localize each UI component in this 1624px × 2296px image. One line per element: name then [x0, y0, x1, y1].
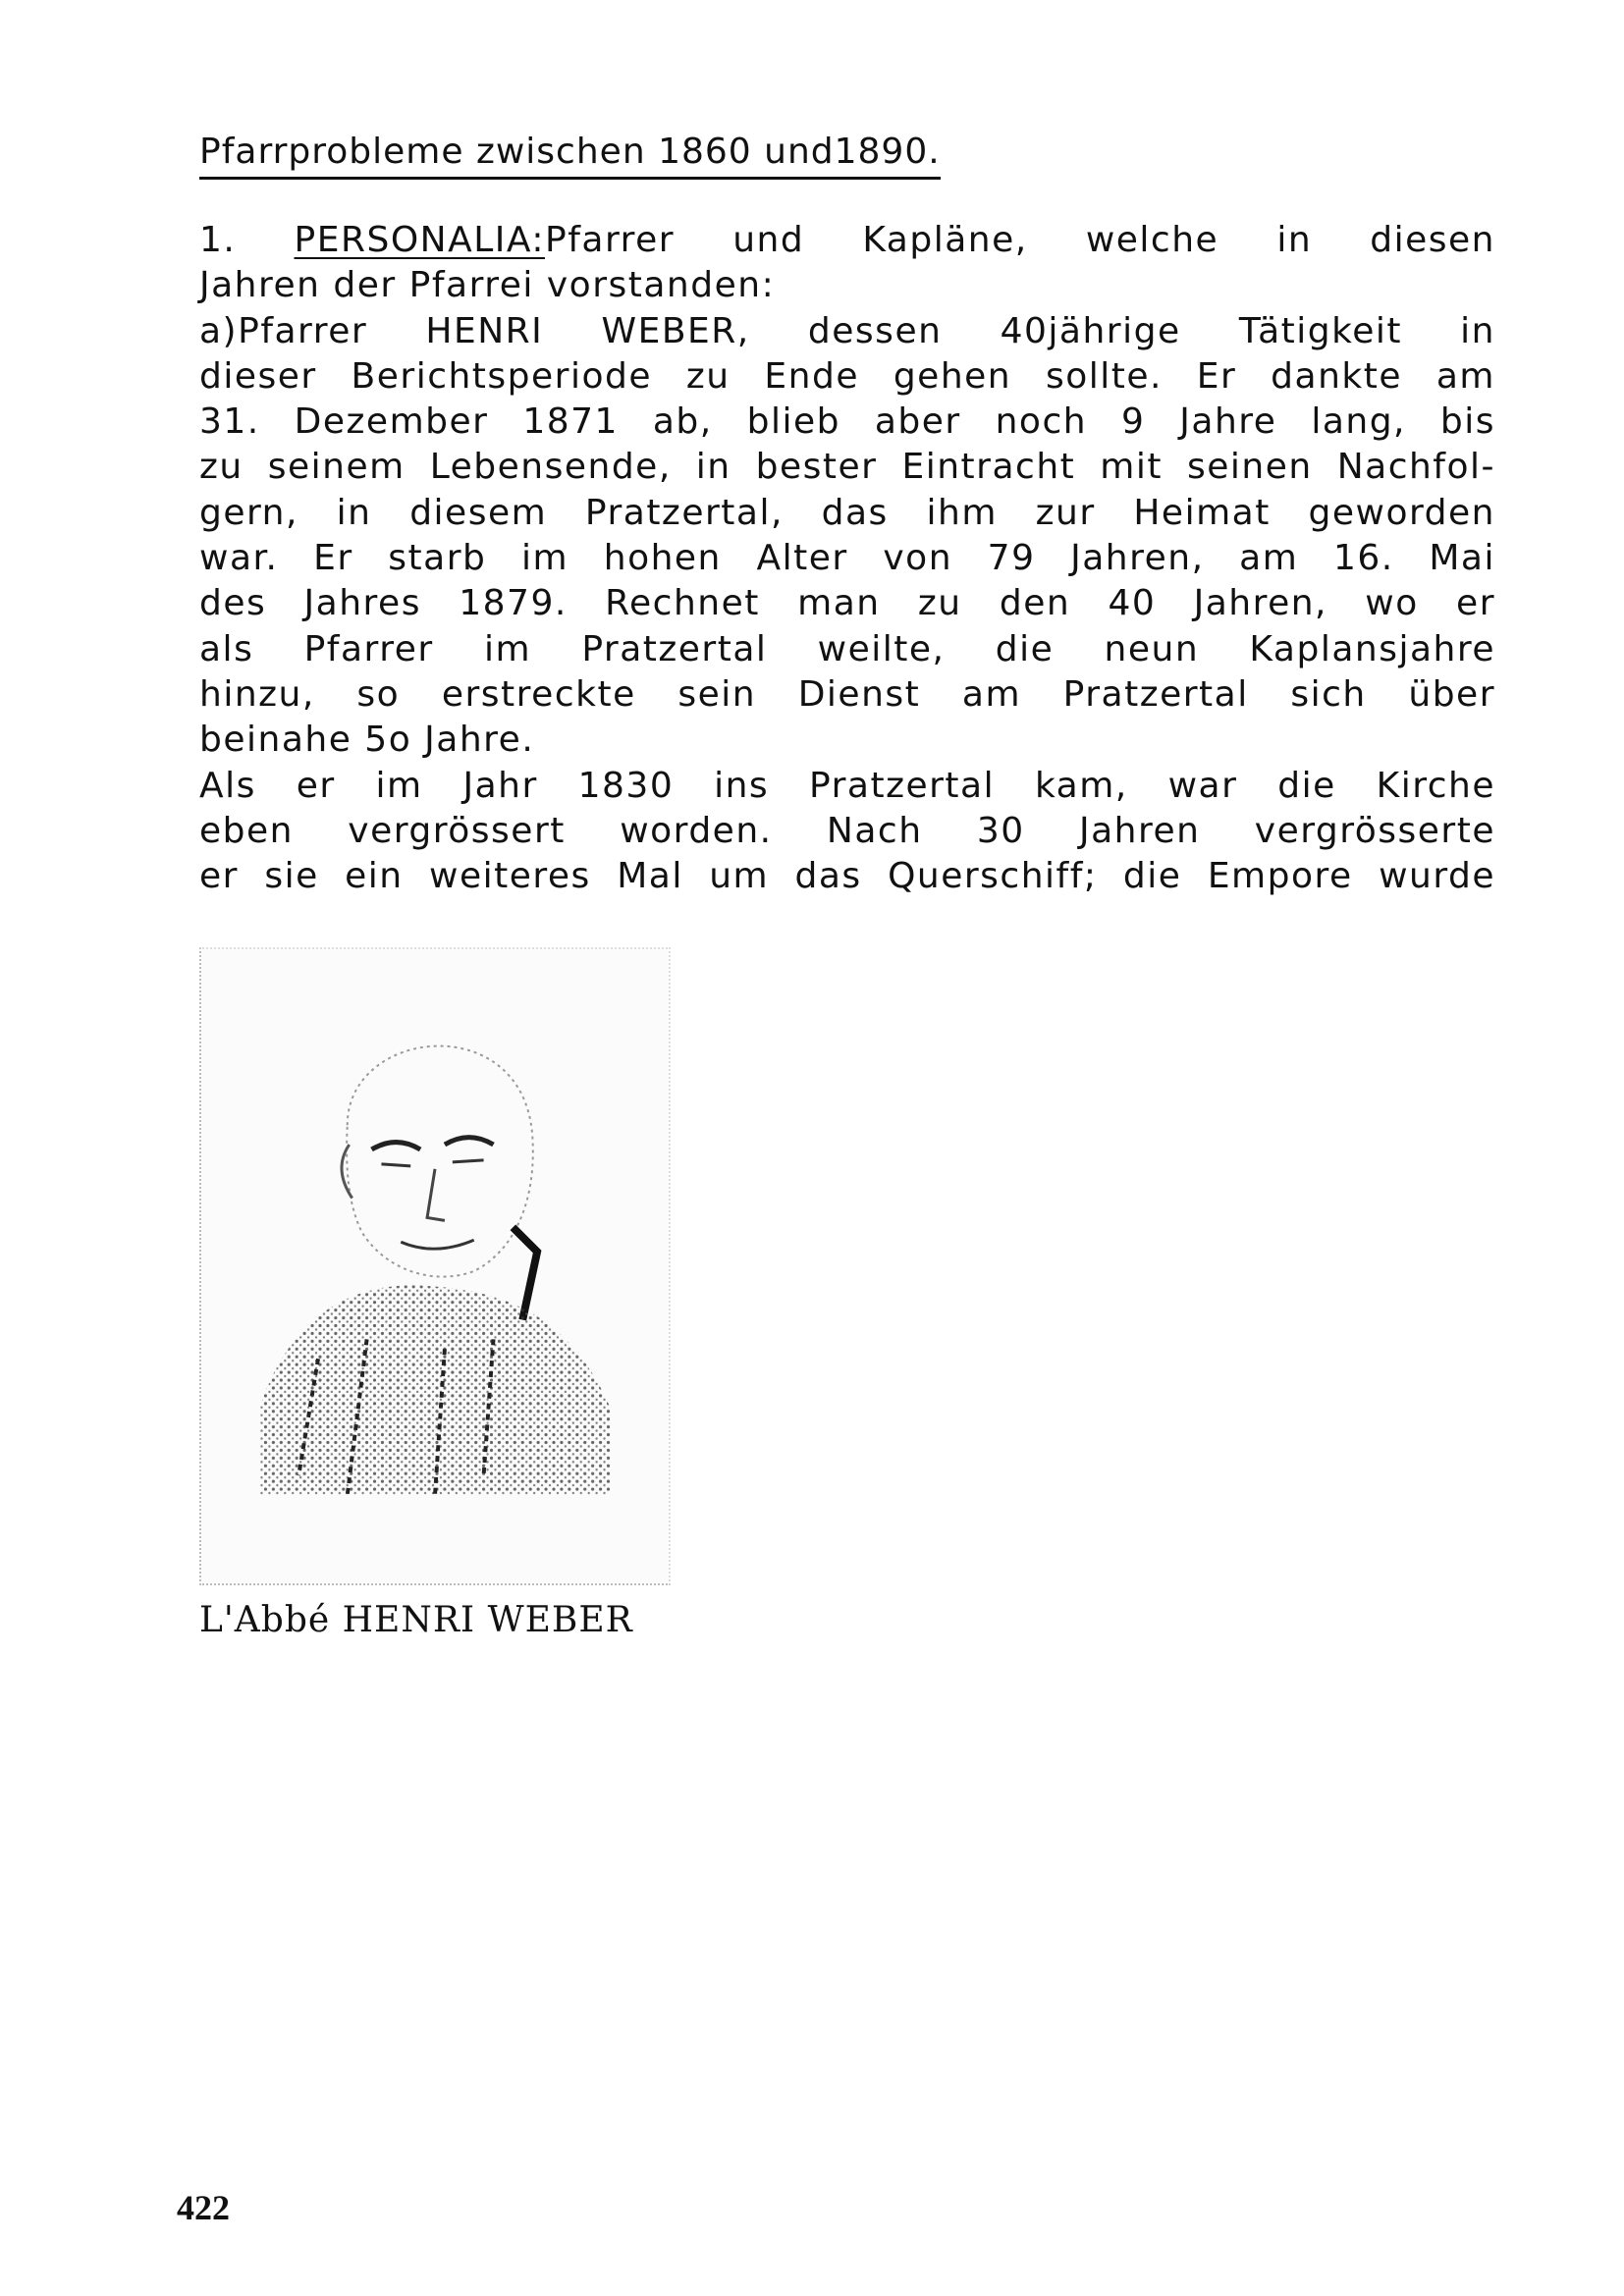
text-line: dieser Berichtsperiode zu Ende gehen sollte. Er dankte am: [199, 355, 1495, 397]
section-heading: Pfarrprobleme zwischen 1860 und1890.: [199, 130, 941, 180]
portrait-photo: [199, 947, 671, 1585]
text-line: des Jahres 1879. Rechnet man zu den 40 Jahren, wo er: [199, 583, 1495, 624]
portrait-drawing: [201, 949, 669, 1583]
personalia-term: PERSONALIA:: [294, 220, 546, 260]
text-line: war. Er starb im hohen Alter von 79 Jahren, am 16. Mai: [199, 538, 1495, 579]
text-line: 31. Dezember 1871 ab, blieb aber noch 9 Jahre lang, bis: [199, 401, 1495, 443]
page-number: 422: [177, 2188, 230, 2227]
body-text: [199, 218, 1495, 899]
text-line: a)Pfarrer HENRI WEBER, dessen 40jährige Tätigkeit in: [199, 310, 1495, 351]
text-line: [199, 218, 1495, 263]
text-line: gern, in diesem Pratzertal, das ihm zur Heimat geworden: [199, 492, 1495, 533]
text-line: eben vergrössert worden. Nach 30 Jahren vergrösserte: [199, 810, 1495, 851]
text-line: hinzu, so erstreckte sein Dienst am Pratzertal sich über: [199, 673, 1495, 715]
list-number: 1.: [199, 220, 237, 260]
text-line: zu seinem Lebensende, in bester Eintracht mit seinen Nachfol-: [199, 447, 1495, 488]
text-line-rest: Pfarrer und Kapläne, welche in diesen: [545, 220, 1495, 260]
text-line: er sie ein weiteres Mal um das Querschiff; die Empore wurde: [199, 856, 1495, 897]
photo-caption: L'Abbé HENRI WEBER: [199, 1600, 633, 1640]
text-line: Jahren der Pfarrei vorstanden:: [199, 265, 776, 306]
text-line: Als er im Jahr 1830 ins Pratzertal kam, war die Kirche: [199, 765, 1495, 806]
text-line: beinahe 5o Jahre.: [199, 720, 535, 761]
text-line: als Pfarrer im Pratzertal weilte, die neun Kaplansjahre: [199, 628, 1495, 669]
